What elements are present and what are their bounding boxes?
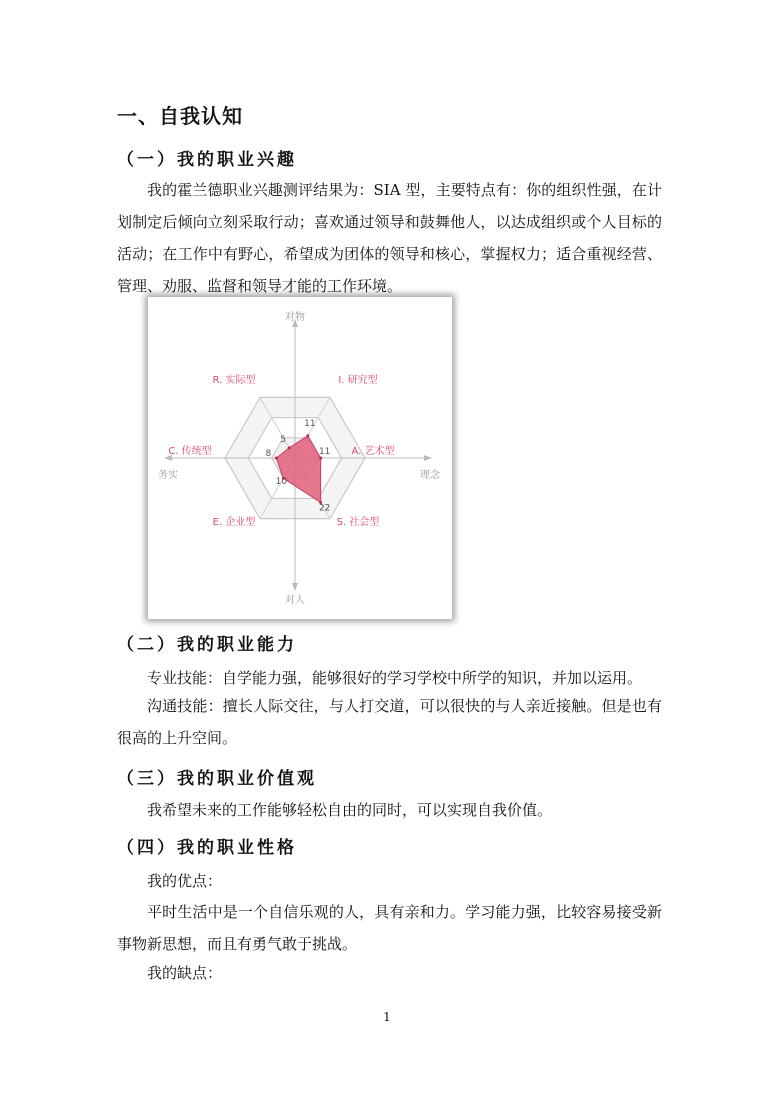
radar-data-point bbox=[288, 446, 291, 449]
ability-professional-line: 专业技能：自学能力强，能够很好的学习学校中所学的知识，并加以运用。 bbox=[147, 669, 643, 687]
weaknesses-label: 我的缺点： bbox=[147, 964, 223, 982]
interest-paragraph: 我的霍兰德职业兴趣测评结果为：SIA 型，主要特点有：你的组织性强，在计划制定后倾向立刻采取行动；喜欢通过领导和鼓舞他人，以达成组织或个人目标的活动；在工作中有野心，希望成为团体的领导和核心，掌握权力；适合重视经营、管理、劝服、监督和领导才能的工作环境。 bbox=[117, 181, 662, 295]
axis-label-left: 务实 bbox=[158, 470, 178, 481]
values-line: 我希望未来的工作能够轻松自由的同时，可以实现自我价值。 bbox=[147, 801, 553, 819]
axis-arrow-right bbox=[424, 455, 432, 461]
strengths-paragraph: 平时生活中是一个自信乐观的人，具有亲和力。学习能力强，比较容易接受新事物新思想，而且有勇气敢于挑战。 bbox=[117, 903, 662, 953]
radar-category-label: E. 企业型 bbox=[212, 517, 256, 528]
ability-heading: （二）我的职业能力 bbox=[117, 635, 297, 655]
radar-value-label: 11 bbox=[304, 418, 316, 429]
radar-value-label: 5 bbox=[280, 434, 287, 445]
radar-chart-svg bbox=[148, 297, 452, 619]
axis-label-bottom: 对人 bbox=[285, 595, 305, 606]
radar-value-label: 11 bbox=[318, 447, 331, 457]
radar-value-label: 10 bbox=[275, 477, 288, 488]
ability-communication-paragraph: 沟通技能：擅长人际交往，与人打交道，可以很快的与人亲近接触。但是也有很高的上升空间。 bbox=[117, 697, 662, 747]
radar-category-label: I. 研究型 bbox=[338, 375, 378, 386]
axis-label-right: 理念 bbox=[420, 470, 440, 481]
strengths-label: 我的优点： bbox=[147, 872, 223, 890]
page-number: 1 bbox=[383, 1010, 391, 1024]
radar-category-label: C. 传统型 bbox=[168, 446, 212, 457]
radar-value-label: 22 bbox=[318, 503, 331, 514]
radar-category-label: R. 实际型 bbox=[212, 375, 256, 386]
radar-data-point bbox=[306, 434, 309, 437]
radar-category-label: S. 社会型 bbox=[336, 517, 380, 528]
radar-data-point bbox=[275, 457, 278, 460]
radar-value-label: 8 bbox=[265, 449, 272, 459]
section-title: 一、自我认知 bbox=[117, 104, 243, 128]
personality-heading: （四）我的职业性格 bbox=[117, 838, 297, 858]
radar-category-label: A. 艺术型 bbox=[351, 446, 395, 457]
values-heading: （三）我的职业价值观 bbox=[117, 769, 317, 789]
axis-arrow-bottom bbox=[292, 583, 298, 591]
axis-label-top: 对物 bbox=[285, 312, 305, 323]
holland-radar-chart bbox=[148, 297, 452, 619]
interest-heading: （一）我的职业兴趣 bbox=[117, 150, 297, 170]
